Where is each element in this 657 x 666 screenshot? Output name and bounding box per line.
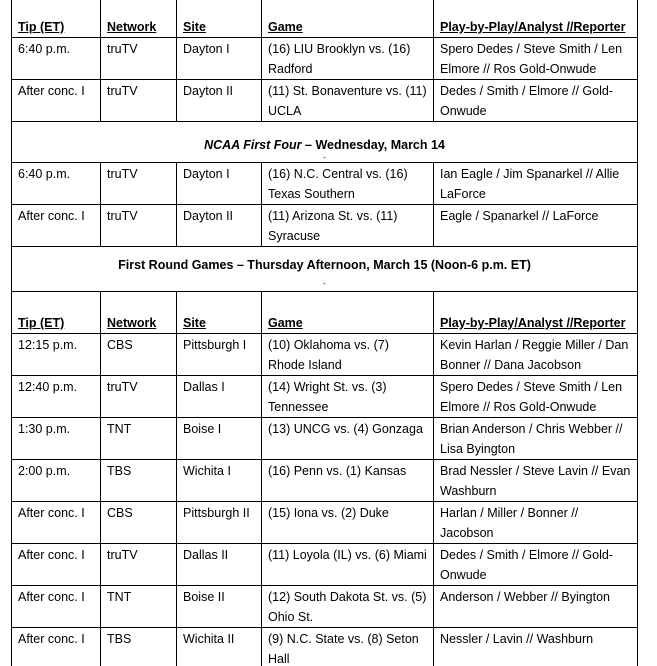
game-cell: (11) Arizona St. vs. (11) Syracuse	[262, 205, 434, 247]
header-crew: Play-by-Play/Analyst //Reporter	[434, 0, 638, 38]
tip-cell: 12:15 p.m.	[12, 334, 101, 376]
header-site: Site	[177, 292, 262, 334]
game-cell: (14) Wright St. vs. (3) Tennessee	[262, 376, 434, 418]
crew-cell: Brad Nessler / Steve Lavin // Evan Washburn	[434, 460, 638, 502]
network-cell: TBS	[101, 628, 177, 666]
section-title-cell	[12, 247, 638, 292]
game-cell: (11) Loyola (IL) vs. (6) Miami	[262, 544, 434, 586]
table-row	[12, 418, 638, 460]
network-cell: TNT	[101, 586, 177, 628]
game-cell: (12) South Dakota St. vs. (5) Ohio St.	[262, 586, 434, 628]
table-row	[12, 163, 638, 205]
table-row	[12, 205, 638, 247]
table-row	[12, 38, 638, 80]
site-cell: Boise II	[177, 586, 262, 628]
table-row	[12, 628, 638, 666]
broadcast-schedule-table	[11, 0, 638, 666]
network-cell: CBS	[101, 334, 177, 376]
crew-cell: Dedes / Smith / Elmore // Gold-Onwude	[434, 544, 638, 586]
tip-cell: 6:40 p.m.	[12, 38, 101, 80]
header-row	[12, 292, 638, 334]
crew-cell: Spero Dedes / Steve Smith / Len Elmore // Ros Gold-Onwude	[434, 376, 638, 418]
site-cell: Dayton II	[177, 80, 262, 122]
header-game: Game	[262, 292, 434, 334]
table-row	[12, 80, 638, 122]
network-cell: TNT	[101, 418, 177, 460]
site-cell: Pittsburgh I	[177, 334, 262, 376]
crew-cell: Eagle / Spanarkel // LaForce	[434, 205, 638, 247]
crew-cell: Kevin Harlan / Reggie Miller / Dan Bonner // Dana Jacobson	[434, 334, 638, 376]
table-row	[12, 544, 638, 586]
section-dash: -	[323, 279, 326, 288]
crew-cell: Ian Eagle / Jim Spanarkel // Allie LaForce	[434, 163, 638, 205]
tip-cell: 1:30 p.m.	[12, 418, 101, 460]
tip-cell: After conc. I	[12, 544, 101, 586]
header-network: Network	[101, 292, 177, 334]
table-row	[12, 334, 638, 376]
game-cell: (16) N.C. Central vs. (16) Texas Southern	[262, 163, 434, 205]
tip-cell: After conc. I	[12, 586, 101, 628]
network-cell: CBS	[101, 502, 177, 544]
section-dash: -	[323, 153, 326, 162]
tip-cell: After conc. I	[12, 205, 101, 247]
network-cell: truTV	[101, 376, 177, 418]
header-tip: Tip (ET)	[12, 0, 101, 38]
site-cell: Pittsburgh II	[177, 502, 262, 544]
table-row	[12, 460, 638, 502]
network-cell: truTV	[101, 38, 177, 80]
header-row	[12, 0, 638, 38]
network-cell: truTV	[101, 163, 177, 205]
game-cell: (10) Oklahoma vs. (7) Rhode Island	[262, 334, 434, 376]
site-cell: Dayton II	[177, 205, 262, 247]
site-cell: Dallas I	[177, 376, 262, 418]
site-cell: Dayton I	[177, 163, 262, 205]
game-cell: (9) N.C. State vs. (8) Seton Hall	[262, 628, 434, 666]
network-cell: truTV	[101, 80, 177, 122]
tip-cell: After conc. I	[12, 628, 101, 666]
game-cell: (16) Penn vs. (1) Kansas	[262, 460, 434, 502]
crew-cell: Anderson / Webber // Byington	[434, 586, 638, 628]
crew-cell: Dedes / Smith / Elmore // Gold-Onwude	[434, 80, 638, 122]
crew-cell: Brian Anderson / Chris Webber // Lisa Byington	[434, 418, 638, 460]
site-cell: Boise I	[177, 418, 262, 460]
section-row-first-four	[12, 122, 638, 163]
crew-cell: Nessler / Lavin // Washburn	[434, 628, 638, 666]
site-cell: Wichita I	[177, 460, 262, 502]
header-network: Network	[101, 0, 177, 38]
site-cell: Dallas II	[177, 544, 262, 586]
header-site: Site	[177, 0, 262, 38]
site-cell: Wichita II	[177, 628, 262, 666]
section-title-cell	[12, 122, 638, 163]
network-cell: truTV	[101, 544, 177, 586]
header-game: Game	[262, 0, 434, 38]
header-tip: Tip (ET)	[12, 292, 101, 334]
section-title: First Round Games – Thursday Afternoon, March 15 (Noon-6 p.m. ET)	[118, 258, 531, 272]
section-title: NCAA First Four – Wednesday, March 14	[204, 138, 445, 152]
game-cell: (15) Iona vs. (2) Duke	[262, 502, 434, 544]
table-row	[12, 586, 638, 628]
header-crew: Play-by-Play/Analyst //Reporter	[434, 292, 638, 334]
section-row-first-round	[12, 247, 638, 292]
tip-cell: After conc. I	[12, 80, 101, 122]
crew-cell: Spero Dedes / Steve Smith / Len Elmore // Ros Gold-Onwude	[434, 38, 638, 80]
network-cell: TBS	[101, 460, 177, 502]
network-cell: truTV	[101, 205, 177, 247]
tip-cell: 6:40 p.m.	[12, 163, 101, 205]
crew-cell: Harlan / Miller / Bonner // Jacobson	[434, 502, 638, 544]
game-cell: (13) UNCG vs. (4) Gonzaga	[262, 418, 434, 460]
game-cell: (11) St. Bonaventure vs. (11) UCLA	[262, 80, 434, 122]
tip-cell: 12:40 p.m.	[12, 376, 101, 418]
table-row	[12, 376, 638, 418]
table-row	[12, 502, 638, 544]
game-cell: (16) LIU Brooklyn vs. (16) Radford	[262, 38, 434, 80]
tip-cell: 2:00 p.m.	[12, 460, 101, 502]
tip-cell: After conc. I	[12, 502, 101, 544]
site-cell: Dayton I	[177, 38, 262, 80]
